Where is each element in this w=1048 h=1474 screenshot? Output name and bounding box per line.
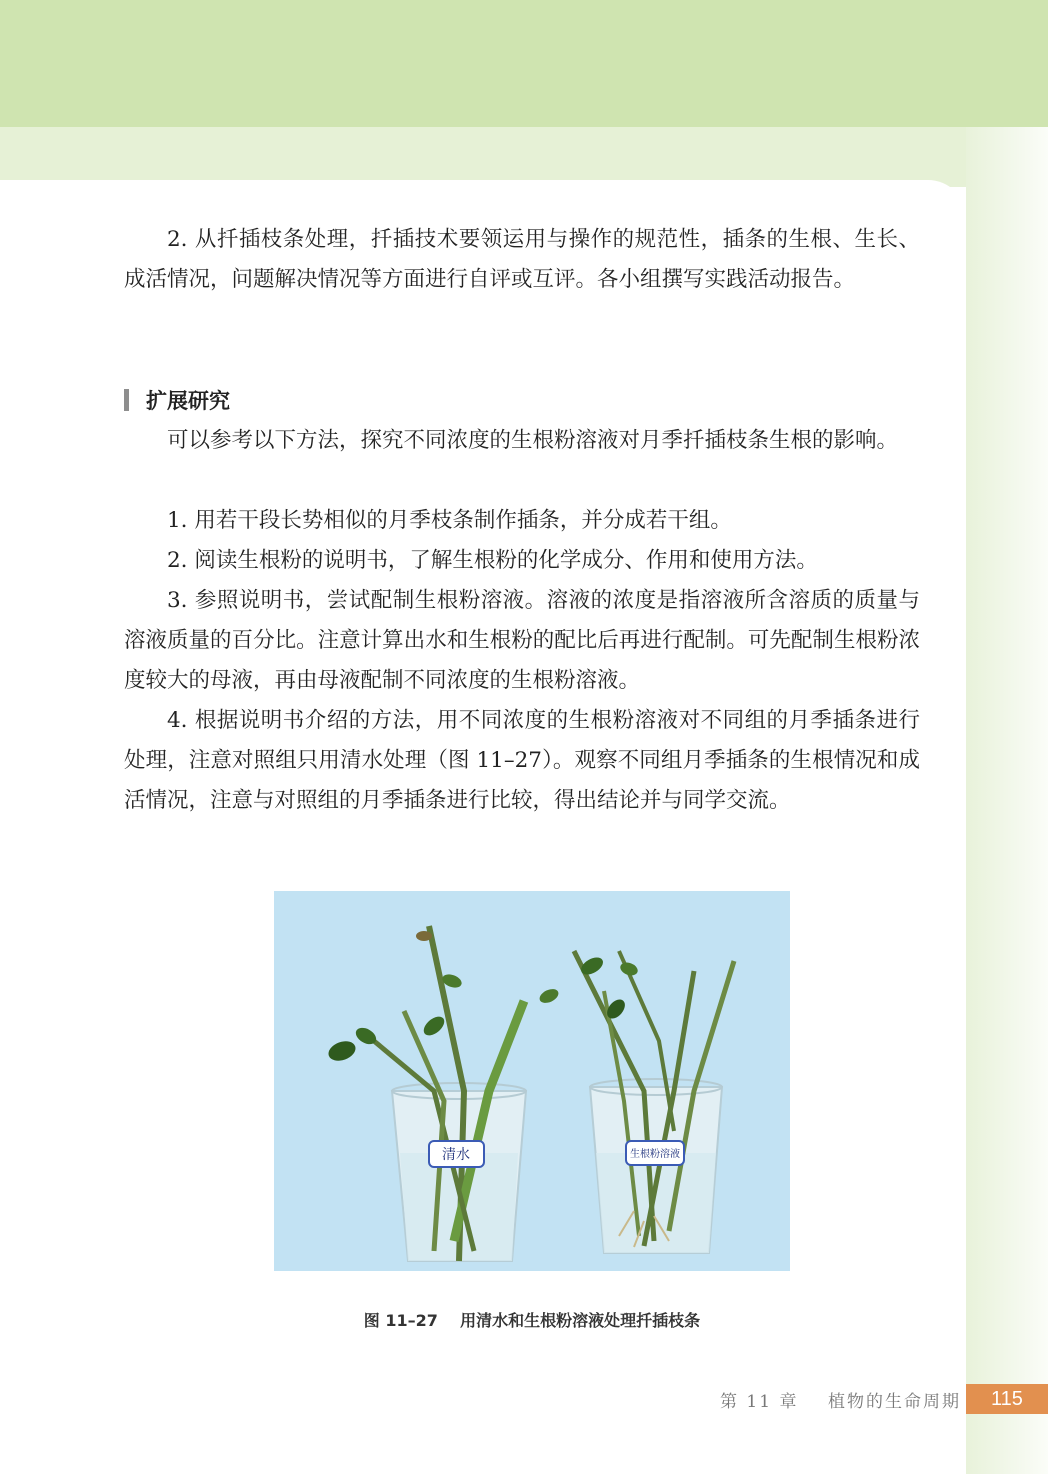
paragraph-self-evaluation: 2. 从扦插枝条处理，扦插技术要领运用与操作的规范性，插条的生根、生长、成活情况，问题解决情况等方面进行自评或互评。各小组撰写实践活动报告。: [124, 227, 920, 292]
footer-chapter-title: 第 11 章 植物的生命周期: [720, 1392, 962, 1412]
figure-caption: 图 11–27 用清水和生根粉溶液处理扦插枝条: [363, 1311, 701, 1330]
left-cup-label: 清水: [442, 1147, 470, 1163]
paragraph-step-1: 1. 用若干段长势相似的月季枝条制作插条，并分成若干组。: [167, 508, 732, 533]
header-band: [0, 0, 1048, 127]
header-band-light: [0, 127, 1048, 187]
paragraph-step-2: 2. 阅读生根粉的说明书，了解生根粉的化学成分、作用和使用方法。: [167, 548, 818, 573]
page-sheet: [0, 180, 966, 1474]
right-cup-label: 生根粉溶液: [630, 1149, 680, 1160]
rose-cuttings-photo: [274, 891, 790, 1271]
paragraph-intro: 可以参考以下方法，探究不同浓度的生根粉溶液对月季扦插枝条生根的影响。: [167, 428, 899, 453]
side-margin-band: [966, 127, 1048, 1474]
heading-marker: [124, 389, 129, 411]
page-number: 115: [966, 1384, 1048, 1414]
paragraph-step-3: 3. 参照说明书，尝试配制生根粉溶液。溶液的浓度是指溶液所含溶质的质量与溶液质量的百分比。注意计算出水和生根粉的配比后再进行配制。可先配制生根粉浓度较大的母液，再由母液配制不同浓度的生根粉溶液。: [124, 588, 920, 693]
left-cup: [326, 926, 561, 1261]
section-heading-text: 扩展研究: [146, 389, 230, 413]
section-heading: [124, 382, 230, 418]
right-cup: [574, 951, 734, 1253]
figure-rose-cuttings: [274, 891, 790, 1271]
paragraph-step-4: 4. 根据说明书介绍的方法，用不同浓度的生根粉溶液对不同组的月季插条进行处理，注意对照组只用清水处理（图 11–27）。观察不同组月季插条的生根情况和成活情况，注意与对照组的月季插条进行比较，得出结论并与同学交流。: [124, 708, 920, 813]
